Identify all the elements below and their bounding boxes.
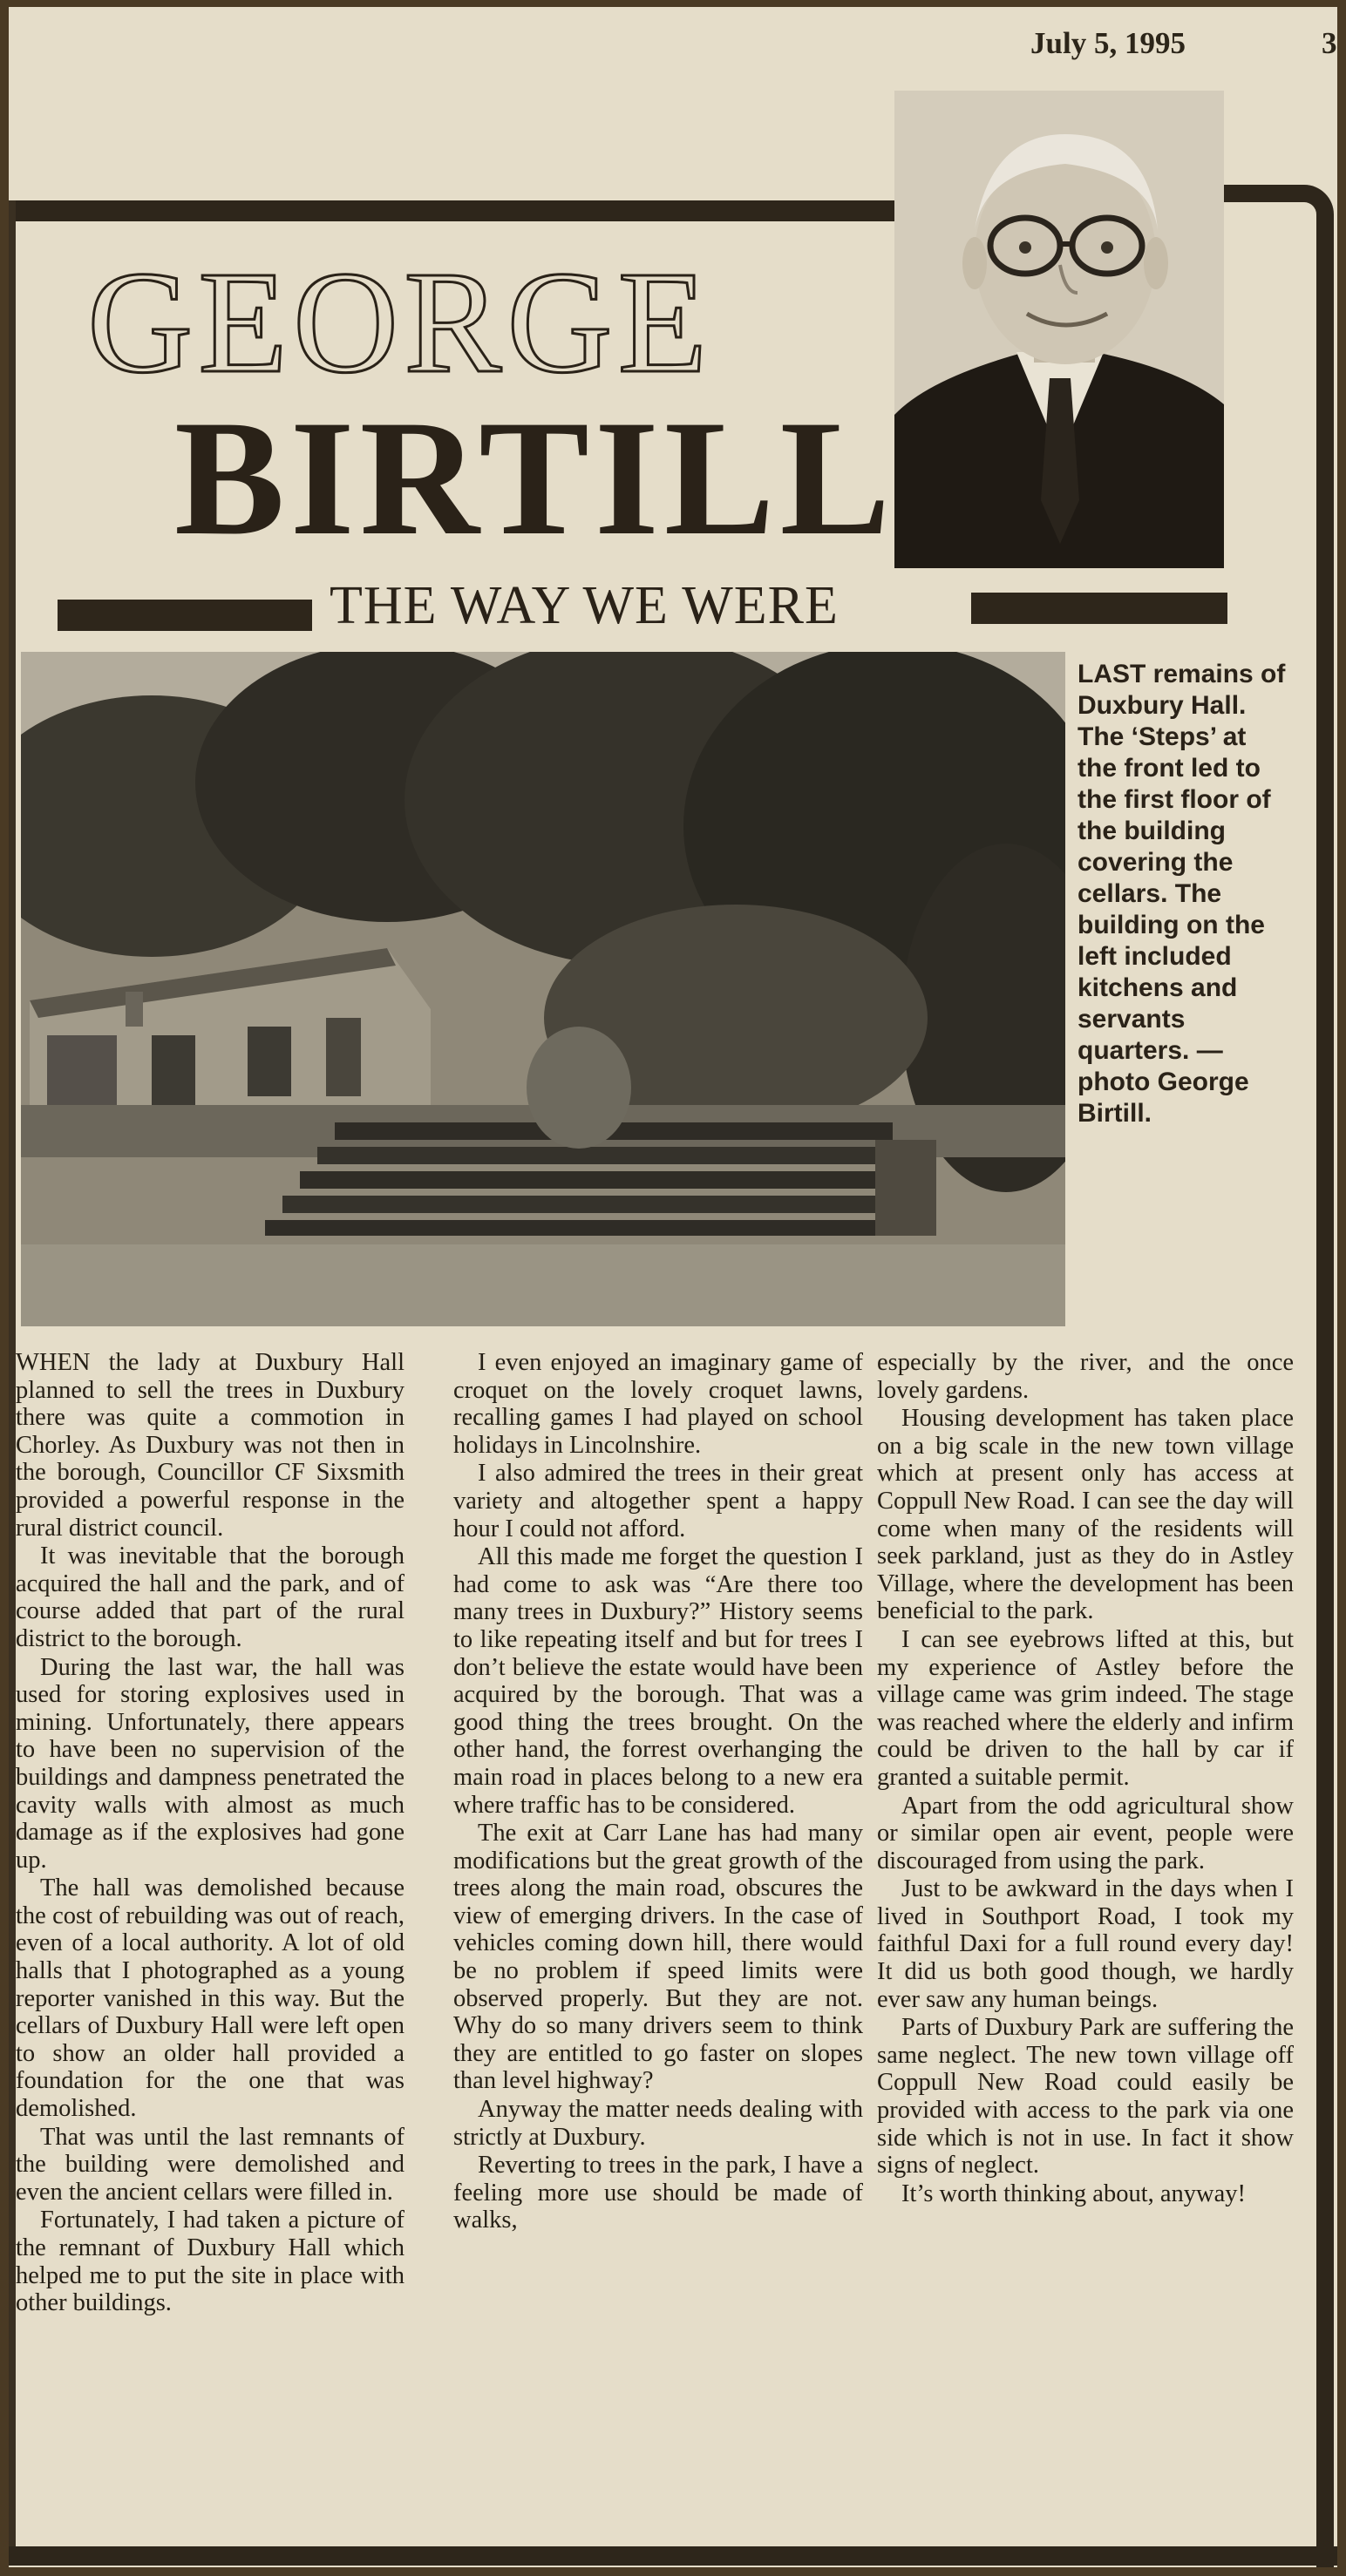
- article-paragraph: The exit at Carr Lane has had many modifications but the great growth of the trees along the main road, obscures the view of emerging drivers. In the case of vehicles coming down hill, there would be no problem if speed limits were observed properly. But they are not. Why do so many drivers seem to think they are entitled to go faster on slopes than level highway?: [453, 1820, 863, 2095]
- article-paragraph: Anyway the matter needs dealing with strictly at Duxbury.: [453, 2096, 863, 2151]
- article-paragraph: During the last war, the hall was used for storing explosives used in mining. Unfortunately, there appears to have been no supervision of the buildings and dampness penetrated the cavity walls with almost as much damage as if the explosives had gone up.: [16, 1653, 404, 1874]
- photo-caption: LAST remains of Duxbury Hall. The ‘Steps’ at the front led to the first floor of the building covering the cellars. The building on the left included kitchens and servants quarters. — photo George Birtill.: [1077, 660, 1286, 1128]
- issue-date: July 5, 1995: [1030, 26, 1186, 60]
- article-paragraph: especially by the river, and the once lovely gardens.: [877, 1349, 1294, 1404]
- article-paragraph: Parts of Duxbury Park are suffering the same neglect. The new town village off Coppull New Road could easily be provided with access to the park via one side which is not in use. In fact it show signs of neglect.: [877, 2014, 1294, 2179]
- article-paragraph: Just to be awkward in the days when I lived in Southport Road, I took my faithful Daxi for a full round every day! It did us both good though, we hardly ever saw any human beings.: [877, 1875, 1294, 2013]
- article-paragraph: It was inevitable that the borough acquired the hall and the park, and of course added that part of the rural district to the borough.: [16, 1542, 404, 1652]
- article-paragraph: I also admired the trees in their great variety and altogether spent a happy hour I could not afford.: [453, 1460, 863, 1542]
- frame-bottom-rule: [9, 2546, 1337, 2566]
- article-paragraph: It’s worth thinking about, anyway!: [901, 2179, 1246, 2207]
- frame-top-rule: [9, 200, 915, 221]
- frame-left-edge: [9, 200, 16, 2566]
- article-paragraph: That was until the last remnants of the building were demolished and even the ancient cellars were filled in.: [16, 2123, 404, 2206]
- article-column-2: [453, 1349, 863, 2534]
- article-column-1: [16, 1349, 404, 2534]
- article-paragraph: I can see eyebrows lifted at this, but my experience of Astley before the village came was grim indeed. The stage was reached where the elderly and infirm could be driven to the hall by car if granted a suitable permit.: [877, 1625, 1294, 1791]
- article-paragraph: All this made me forget the question I had come to ask was “Are there too many trees in Duxbury?” History seems to like repeating itself and but for trees I don’t believe the estate would have been acquired by the borough. That was a good thing the trees brought. On the other hand, the forrest overhanging the main road in places belong to a new era where traffic has to be considered.: [453, 1543, 863, 1819]
- headline-last-name: BIRTILL: [174, 387, 896, 570]
- duxbury-hall-photo: [21, 652, 1065, 1326]
- article-column-3: [877, 1349, 1294, 2534]
- article-paragraph: The hall was demolished because the cost of rebuilding was out of reach, even of a local authority. A lot of old halls that I photographed as a young reporter vanished in this way. But the cellars of Duxbury Hall were left open to show an older hall provided a foundation for the one that was demolished.: [16, 1874, 404, 2123]
- article-paragraph: I even enjoyed an imaginary game of croquet on the lovely croquet lawns, recalling games I had played on school holidays in Lincolnshire.: [453, 1349, 863, 1459]
- strapline: THE WAY WE WERE: [330, 576, 839, 635]
- article-paragraph: WHEN the lady at Duxbury Hall planned to sell the trees in Duxbury there was quite a commotion in Chorley. As Duxbury was not then in the borough, Councillor CF Sixsmith provided a powerful response in the rural district council.: [16, 1349, 404, 1542]
- strapline-rule-left: [58, 600, 312, 631]
- article-paragraph: Apart from the odd agricultural show or similar open air event, people were discouraged from using the park.: [877, 1792, 1294, 1874]
- article-paragraph: Housing development has taken place on a big scale in the new town village which at present only has access at Coppull New Road. I can see the day will come when many of the residents will seek parkland, just as they do in Astley Village, where the development has been beneficial to the park.: [877, 1405, 1294, 1625]
- newspaper-clipping: [9, 7, 1337, 2567]
- article-paragraph: Reverting to trees in the park, I have a feeling more use should be made of walks,: [453, 2152, 863, 2234]
- headline-first-name: GEORGE: [87, 241, 713, 403]
- page-number: 3: [1322, 26, 1337, 60]
- strapline-rule-right: [971, 593, 1227, 624]
- columnist-portrait: [894, 91, 1224, 568]
- article-paragraph: Fortunately, I had taken a picture of the remnant of Duxbury Hall which helped me to put the site in place with other buildings.: [16, 2207, 404, 2317]
